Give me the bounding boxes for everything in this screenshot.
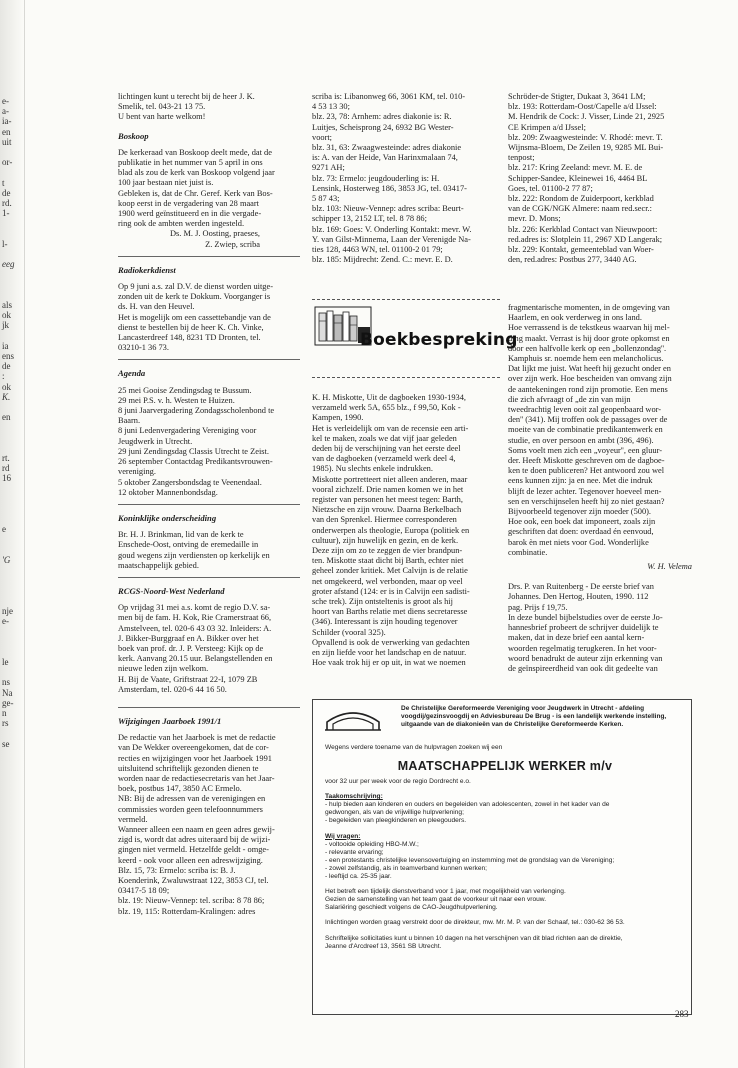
text-line: Haarlem, en ook verderweg in ons land. (508, 313, 642, 323)
text-line: mevr. D. Mons; (508, 214, 561, 224)
text-line: en zijn liefde voor het landschap en de natuur. (312, 648, 467, 658)
boekbespreking-header (312, 295, 518, 379)
facing-page-fragment: ok (2, 310, 11, 321)
text-line: de geïnspireerdheid van ook dit gedeelte van (508, 663, 658, 673)
facing-page-fragment: de (2, 361, 11, 372)
ad-line: - voltooide opleiding HBO-M.W.; (325, 840, 419, 848)
text-line: Schröder-de Stigter, Dukaat 3, 3641 LM; (508, 92, 646, 101)
text-line: hannesbrief probeert de schrijver duidelijk te (508, 623, 659, 633)
text-line: worden naar de redactiesecretaris van het Jaar- (118, 773, 275, 783)
text-line: Bijvoorbeeld tegenover zijn moeder (500). (508, 507, 652, 517)
agenda-item: 29 mei P.S. v. h. Westen te Huizen. (118, 395, 235, 405)
agenda-item: Baarn. (118, 416, 141, 426)
text-line: den'' (341). Mij troffen ook de passages over de (508, 415, 668, 425)
text-line: fragmentarische momenten, in de omgeving van (508, 303, 670, 312)
text-line: ken te doen publiceren? Het antwoord zou wel (508, 466, 665, 476)
text-line: J. Bikker-Burggraaf en A. Bikker over het (118, 633, 259, 643)
text-line: van De Wekker overeengekomen, dat de cor- (118, 743, 269, 753)
text-line: Luitjes, Scheisprong 24, 6932 BG Wester- (312, 122, 454, 132)
text-line: ring ook de ambten werden ingesteld. (118, 219, 245, 229)
text-line: 9271 AH; (312, 163, 345, 173)
review-miskotte (312, 393, 500, 668)
text-line: sen en verschijnselen heeft hij zo niet gestaan? (508, 496, 665, 506)
text-line: blz. 222: Rondom de Zuiderpoort, kerkblad (508, 194, 654, 204)
text-line: voort; (312, 132, 333, 142)
text-line: 03210-1 36 73. (118, 343, 169, 353)
boskoop-text (118, 148, 300, 230)
intro-text (118, 92, 300, 123)
text-line: geheel zonder kritiek. Met Calvijn is de relatie (312, 566, 468, 576)
ad-terms (325, 888, 685, 912)
text-line: CE Krimpen a/d IJssel; (508, 122, 586, 132)
facing-page-fragment: als (2, 300, 12, 310)
text-line: M. Hendrik de Cock: J. Visser, Linde 21, 2925 (508, 112, 665, 122)
text-line: geschriften dat doen: overdaad én eenvoud, (508, 527, 654, 537)
text-line: over zijn werk. Hoe bescheiden van omvang zijn (508, 374, 672, 384)
text-line: blz. 209: Zwaagwesteinde: V. Rhodé: mevr. T. (508, 132, 663, 142)
text-line: register van personen het meest tegen: Barth, (312, 495, 463, 505)
ad-line: - zowel zelfstandig, als in teamverband kunnen werken; (325, 864, 488, 872)
text-line: maatschappelijk gebied. (118, 560, 199, 570)
text-line: Amstelveen, tel. 020-6 43 03 32. Inleiders: A. (118, 623, 272, 633)
text-line: 1900 werd geïnstitueerd en in die vergade- (118, 209, 262, 219)
ad-apply (325, 935, 685, 951)
text-line: de aantekeningen rond zijn promotie. Een mens (508, 384, 668, 394)
agenda-item: 5 oktober Zangersbondsdag te Veenendaal. (118, 477, 262, 487)
facing-page-fragment: or- (2, 157, 13, 168)
agenda-item: Jeugdwerk in Utrecht. (118, 436, 193, 446)
facing-page-fragment: nje (2, 606, 13, 616)
text-line: boek, postbus 147, 3850 AC Ermelo. (118, 784, 242, 794)
ad-task-list (325, 801, 685, 825)
text-line: Op 9 juni a.s. zal D.V. de dienst worden uitge- (118, 282, 273, 292)
ad-line: Het betreft een tijdelijk dienstverband voor 1 jaar, met mogelijkheid van verlenging. (325, 888, 566, 896)
text-line: blz. 169: Goes: V. Onderling Kontakt: mevr. W. (312, 224, 472, 234)
text-line: K. H. Miskotte, Uit de dagboeken 1930-1934, (312, 393, 466, 402)
ad-line: - hulp bieden aan kinderen en ouders en begeleiden van adolescenten, zowel in het kader van de (325, 801, 610, 809)
text-line: woorden regelmatig terugkeren. In het voor- (508, 643, 657, 653)
facing-page-fragment: ns (2, 677, 11, 688)
ad-requirements-list (325, 841, 685, 881)
ad-line: gedwongen, als van de vrijwillige hulpverlening; (325, 809, 464, 817)
text-line: Amsterdam, tel. 020-6 44 16 50. (118, 684, 227, 694)
text-line: Lensink, Hosterweg 186, 3853 JG, tel. 03417- (312, 183, 467, 193)
ad-line: Schriftelijke sollicitaties kunt u binnen 10 dagen na het verschijnen van dit blad richten aan de direktie, (325, 934, 623, 942)
agenda-item: 8 juni Jaarvergadering Zondagsscholenbond te (118, 406, 275, 416)
text-line: Op vrijdag 31 mei a.s. komt de regio D.V. sa- (118, 603, 271, 613)
facing-page-fragment: e- (2, 616, 9, 627)
ad-intro: Wegens verdere toename van de hulpvragen zoeken wij een (325, 744, 503, 751)
text-line: pag. Prijs f 19,75. (508, 602, 568, 612)
radio-text (118, 282, 300, 353)
text-line: blad als zou de kerk van Boskoop volgend jaar (118, 168, 275, 178)
text-line: Hoe vaak trok hij er op uit, in wat we noemen (312, 658, 466, 668)
text-line: barok èn met niets voor God. Wonderlijke (508, 537, 649, 547)
text-line: den, red.adres: Postbus 277, 3440 AG. (508, 255, 637, 265)
facing-page-fragment: 'G (2, 555, 11, 565)
facing-page-fragment: n (2, 708, 7, 718)
text-line: blz. 103: Nieuw-Vennep: adres scriba: Beurt- (312, 204, 464, 214)
agenda-item: 26 september Contactdag Predikantsvrouwen- (118, 457, 273, 467)
onderscheiding-heading: Koninklijke onderscheiding (118, 512, 217, 523)
facing-page-fragment: uit (2, 136, 12, 147)
text-line: van de CGK/NGK Almere: naam red.secr.: (508, 204, 652, 214)
ad-requirements-heading: Wij vragen: (325, 832, 361, 840)
text-line: 03417-5 18 09; (118, 886, 170, 896)
text-line: commissies worden geen telefoonnummers (118, 804, 263, 814)
ad-info: Inlichtingen worden graag verstrekt door de direkteur, mw. Mr. M. P. van der Schaaf, tel.: 030-62 36 53. (325, 919, 625, 927)
facing-page-fragment: Na (2, 687, 13, 698)
text-line: is: A. van der Heide, Van Harinxmalaan 74, (312, 153, 458, 163)
ad-line: - een protestants christelijke levensovertuiging en instemming met de grondslag van de Vereniging; (325, 856, 615, 864)
text-line: Koenderink, Zwaluwstraat 122, 3853 CJ, tel. (118, 876, 269, 885)
ad-line: Salariëring geschiedt volgens de CAO-Jeugdhulpverlening. (325, 904, 498, 912)
facing-page-fragment: ens (2, 351, 14, 361)
text-line: publikatie in het nummer van 5 april in ons (118, 158, 263, 168)
review-ruitenberg (508, 582, 692, 674)
text-line: koop eerst in de vergadering van 28 maart (118, 198, 260, 208)
text-line: lichtingen kunt u terecht bij de heer J. K. (118, 92, 255, 101)
text-line: cultuur), zijn huwelijk en gezin, en de kerk. (312, 535, 459, 545)
text-line: vooral zichzelf. Drie namen komen we in het (312, 484, 464, 494)
text-line: Enschede-Oost, ontving de eremedaille in (118, 540, 259, 550)
text-line: blz. 185: Mijdrecht: Zend. C.: mevr. E. D. (312, 255, 453, 265)
facing-page-fragment: rd (2, 463, 10, 474)
text-line: blz. 23, 78: Arnhem: adres diakonie is: R. (312, 112, 452, 122)
agenda-heading: Agenda (118, 368, 146, 379)
facing-page-fragment: de (2, 187, 11, 198)
agenda-list (118, 386, 300, 498)
rcgs-heading: RCGS-Noord-West Nederland (118, 585, 225, 596)
text-line: net omgekeerd, wel verbonden, maar op veel (312, 576, 463, 586)
text-line: maken, dat in deze brief een aantal kern- (508, 633, 645, 643)
text-line: men bij de fam. H. Kok, Rie Cramerstraat 66, (118, 613, 272, 623)
text-line: nieuwe leden zijn welkom. (118, 664, 209, 674)
text-line: blz. 31, 63: Zwaagwesteinde: adres diakonie (312, 143, 462, 153)
facing-page-fragment: en (2, 126, 11, 137)
text-line: blz. 229: Kontakt, gemeenteblad van Woer- (508, 245, 654, 255)
text-line: red.adres is: Slotplein 11, 2967 XD Langerak; (508, 234, 663, 244)
text-line: 5 87 43; (312, 194, 340, 204)
text-line: Johannes. Den Hertog, Houten, 1990. 112 (508, 592, 649, 602)
facing-page-fragment: jk (2, 320, 10, 331)
text-line: Smelik, tel. 043-21 13 75. (118, 102, 206, 112)
text-line: Drs. P. van Ruitenberg - De eerste brief van (508, 582, 654, 592)
text-line: U bent van harte welkom! (118, 112, 206, 122)
text-line: Het is verleidelijk om van de recensie een arti- (312, 423, 469, 433)
agenda-item: 12 oktober Mannenbondsdag. (118, 487, 218, 497)
text-line: schipper 13, 2152 LT, tel. 8 78 86; (312, 214, 427, 224)
facing-page-fragment: l- (2, 238, 8, 249)
facing-page-fragment: 1- (2, 208, 10, 219)
text-line: Miskotte portretteert niet alleen anderen, maar (312, 474, 468, 484)
text-line: hoort van Barths relatie met diens secretaresse (312, 607, 468, 617)
text-line: Schipper-Sandee, Kleinewei 16, 4464 BL (508, 173, 648, 183)
page-number: 283 (675, 1009, 689, 1019)
agenda-item: 25 mei Gooise Zendingsdag te Bussum. (118, 385, 252, 395)
text-line: blz. 19, 115: Rotterdam-Kralingen: adres (118, 906, 256, 916)
text-line: goud wegens zijn verdiensten op kerkelijk en (118, 550, 270, 560)
facing-page-fragment: 16 (2, 473, 11, 484)
text-line: sche trek). Zijn ontsteltenis is groot als hij (312, 597, 453, 607)
text-line: dienst te bestellen bij de heer K. Ch. Vinke, (118, 322, 264, 332)
text-line: 4 53 13 30; (312, 102, 350, 112)
signature-line: Ds. M. J. Oosting, praeses, (169, 229, 260, 239)
facing-page-fragment: e (2, 524, 6, 535)
text-line: der. Heeft Miskotte geschreven om de dagboe- (508, 456, 665, 466)
facing-page-gutter (0, 0, 25, 1068)
text-line: Blz. 15, 73: Ermelo: scriba is: B. J. (118, 865, 236, 875)
agenda-item: 8 juni Ledenvergadering Vereniging voor (118, 426, 257, 436)
text-line: ties 128, 4463 WN, tel. 01100-2 01 79; (312, 245, 443, 255)
text-line: Gebleken is, dat de Chr. Geref. Kerk van Bos- (118, 188, 273, 198)
text-line: woord benadrukt de auteur zijn erkenning van (508, 653, 663, 663)
facing-page-fragment: ok (2, 381, 11, 392)
text-line: blz. 193: Rotterdam-Oost/Capelle a/d IJssel: (508, 102, 657, 112)
text-line: NB: Bij de adressen van de verenigingen en (118, 794, 266, 804)
facing-page-fragment: eeg (2, 259, 15, 270)
facing-page-fragment: se (2, 738, 10, 749)
ad-line: Jeanne d'Arcdreef 13, 3561 SB Utrecht. (325, 942, 442, 950)
jaarboek-heading: Wijzigingen Jaarboek 1991/1 (118, 715, 222, 726)
facing-page-fragment: ge- (2, 697, 14, 708)
text-line: studie, en over persoon en ambt (396, 496). (508, 435, 654, 445)
text-line: van den Sprenkel. Hiermee corresponderen (312, 515, 457, 525)
facing-page-fragment: K. (2, 391, 11, 402)
ad-line: - begeleiden van pleegkinderen en pleegouders. (325, 817, 467, 825)
onderscheiding-text (118, 530, 300, 571)
column-1 (118, 92, 300, 917)
text-line: Br. H. J. Brinkman, lid van de kerk te (118, 530, 244, 540)
text-line: De redactie van het Jaarboek is met de redactie (118, 733, 276, 743)
facing-page-fragment: rd. (2, 198, 12, 208)
facing-page-fragment: : (2, 371, 5, 382)
ad-hours: voor 32 uur per week voor de regio Dordrecht e.o. (325, 778, 471, 786)
text-line: H. Bij de Vaate, Griftstraat 22-I, 1079 ZB (118, 674, 258, 684)
text-line: blz. 226: Kerkblad Contact van Nieuwpoort: (508, 224, 658, 234)
text-line: scriba is: Libanonweg 66, 3061 KM, tel. 010- (312, 92, 466, 101)
agenda-item: 29 juni Zendingsdag Classis Utrecht te Zeist. (118, 446, 269, 456)
text-line: combinatie. (508, 547, 548, 557)
text-line: tweedrachtig leven ooit zal geopenbaard wor- (508, 405, 662, 415)
ad-line: Gezien de samenstelling van het team gaat de voorkeur uit naar een vrouw. (325, 896, 547, 904)
facing-page-fragment: rt. (2, 453, 10, 463)
text-line: keerd - ook voor alleen een adreswijziging. (118, 855, 263, 865)
text-line: Wijnsma-Bloem, De Zeilen 19, 9285 ML Bui- (508, 143, 664, 153)
text-line: Y. van Gilst-Minnema, Laan der Verenigde Na- (312, 234, 471, 244)
text-line: Schilder (vooral 325). (312, 627, 386, 637)
text-line: In deze bundel bijbelstudies over de eerste Jo- (508, 612, 663, 622)
facing-page-fragment: le (2, 657, 9, 667)
text-line: groter afstand (124: er is in Calvijn een sadisti- (312, 586, 470, 596)
signature-line: Z. Zwiep, scriba (205, 239, 260, 249)
facing-page-fragment: rs (2, 718, 9, 729)
facing-page-fragment: en (2, 412, 11, 423)
facing-page-fragment: e- (2, 96, 9, 106)
text-line: Kamphuis sr. noemde hem een melancholicus. (508, 354, 664, 364)
text-line: Nietzsche en zijn vrouw. Daarna Berkelbach (312, 505, 462, 515)
text-line: van de dagboeken (verzameld werk deel 4, (312, 454, 456, 464)
text-line: uitsluitend schriftelijk gezonden dienen te (118, 763, 259, 773)
ad-task-heading: Taakomschrijving: (325, 793, 383, 801)
text-line: door een halfvolle kerk op een „bollenzondag''. (508, 343, 667, 353)
text-line: Opvallend is ook de verwerking van gedachten (312, 637, 470, 647)
text-line: zonden uit de kerk te Dokkum. Voorganger is (118, 292, 271, 302)
text-line: blz. 73: Ermelo: jeugdouderling is: H. (312, 173, 440, 183)
facing-page-fragment: ia- (2, 116, 12, 127)
text-line: blijft de lezer achter. Tegenover hoeveel men- (508, 486, 662, 496)
text-line: 1985). Nu slechts enkele indrukken. (312, 464, 433, 474)
text-line: onderwerpen als theologie, Europa (politiek en (312, 525, 470, 535)
review-miskotte-continued (508, 303, 692, 558)
agenda-item: vereniging. (118, 467, 156, 477)
text-line: Goes, tel. 01100-2 77 87; (508, 183, 593, 193)
text-line: recties en wijzigingen voor het Jaarboek 1991 (118, 753, 272, 763)
text-line: kel te maken, zoals we dat vijf jaar geleden (312, 433, 457, 443)
job-advertisement (312, 699, 692, 1015)
text-line: De kerkeraad van Boskoop deelt mede, dat de (118, 147, 272, 157)
column-3-corrections (508, 92, 692, 265)
text-line: Dat lijkt me juist. Wat heeft hij gezucht onder en (508, 364, 671, 374)
text-line: Het is mogelijk om een cassettebandje van de (118, 312, 271, 322)
text-line: moeite van de combinatie predikantenwerk en (508, 425, 663, 435)
brug-logo-icon (325, 708, 381, 732)
jaarboek-text (118, 733, 300, 917)
text-line: eens kunnen zijn: ja en nee. Met die indruk (508, 476, 653, 486)
text-line: tenpost; (508, 153, 535, 163)
text-line: kerk. Aanvang 20.15 uur. Belangstellenden en (118, 654, 273, 664)
text-line: 100 jaar bestaan niet juist is. (118, 178, 214, 188)
text-line: blz. 19: Nieuw-Vennep: tel. scriba: 8 78 86; (118, 896, 265, 906)
text-line: verzameld werk 5A, 655 blz., f 99,50, Kok - (312, 403, 461, 413)
text-line: (346). Interessant is zijn houding tegenover (312, 617, 458, 627)
text-line: Hoe ook, een boek dat imponeert, zoals zijn (508, 517, 656, 527)
ad-job-title: MAATSCHAPPELIJK WERKER m/v (397, 759, 613, 774)
text-line: zigd is, wordt dat adres uiteraard bij de wijzi- (118, 835, 271, 845)
text-line: boek van prof. dr. J. P. Versteeg: Kijk op de (118, 643, 264, 653)
text-line: vermeld. (118, 814, 148, 824)
ad-line: - relevante ervaring; (325, 848, 384, 856)
text-line: Deze zijn om zo te zeggen de vier brandpun- (312, 546, 463, 556)
radio-heading: Radiokerkdienst (118, 264, 176, 275)
boskoop-signature (118, 229, 300, 249)
text-line: Kampen, 1990. (312, 413, 364, 423)
text-line: deden bij de verschijning van het eerste deel (312, 444, 461, 454)
text-line: die zich afvraagt of „de zin van mijn (508, 394, 631, 404)
text-line: ten. Miskotte staat dicht bij Barth, echter niet (312, 556, 464, 566)
column-2-corrections (312, 92, 500, 265)
ad-organisation: De Christelijke Gereformeerde Vereniging voor Jeugdwerk in Utrecht - afdeling voogdij/gezinsvoogdij en Adviesbureau De Brug - is een landelijk werkende instelling, uitgaande van de diakonieën van de Christelijke Gereformeerde Kerken. (401, 705, 667, 728)
boskoop-heading: Boskoop (118, 130, 149, 141)
facing-page-fragment: a- (2, 106, 9, 117)
text-line: Lancasterdreef 148, 8231 TD Dronten, tel. (118, 333, 261, 343)
text-line: blz. 217: Kring Zeeland: mevr. M. E. de (508, 163, 643, 173)
ad-line: - leeftijd ca. 25-35 jaar. (325, 873, 392, 881)
text-line: Wanneer alleen een naam en geen adres gewij- (118, 824, 275, 834)
facing-page-fragment: ia (2, 340, 9, 351)
text-line: Hoe verrassend is de tekstkeus waarvan hij mel- (508, 323, 670, 333)
text-line: Soms voelt men zich een „voyeur'', een gluur- (508, 445, 663, 455)
text-line: ds. H. van den Heuvel. (118, 302, 195, 312)
facing-page-fragment: t (2, 177, 5, 188)
text-line: ding maakt. Verrast is hij door grote opkomst en (508, 333, 670, 343)
review-signature: W. H. Velema (647, 562, 692, 572)
boekbespreking-title: Boekbespreking (360, 330, 518, 350)
review-column-3 (508, 303, 692, 674)
text-line: gingen niet vermeld. Hetzelfde geldt - omge- (118, 845, 269, 855)
rcgs-text (118, 603, 300, 695)
